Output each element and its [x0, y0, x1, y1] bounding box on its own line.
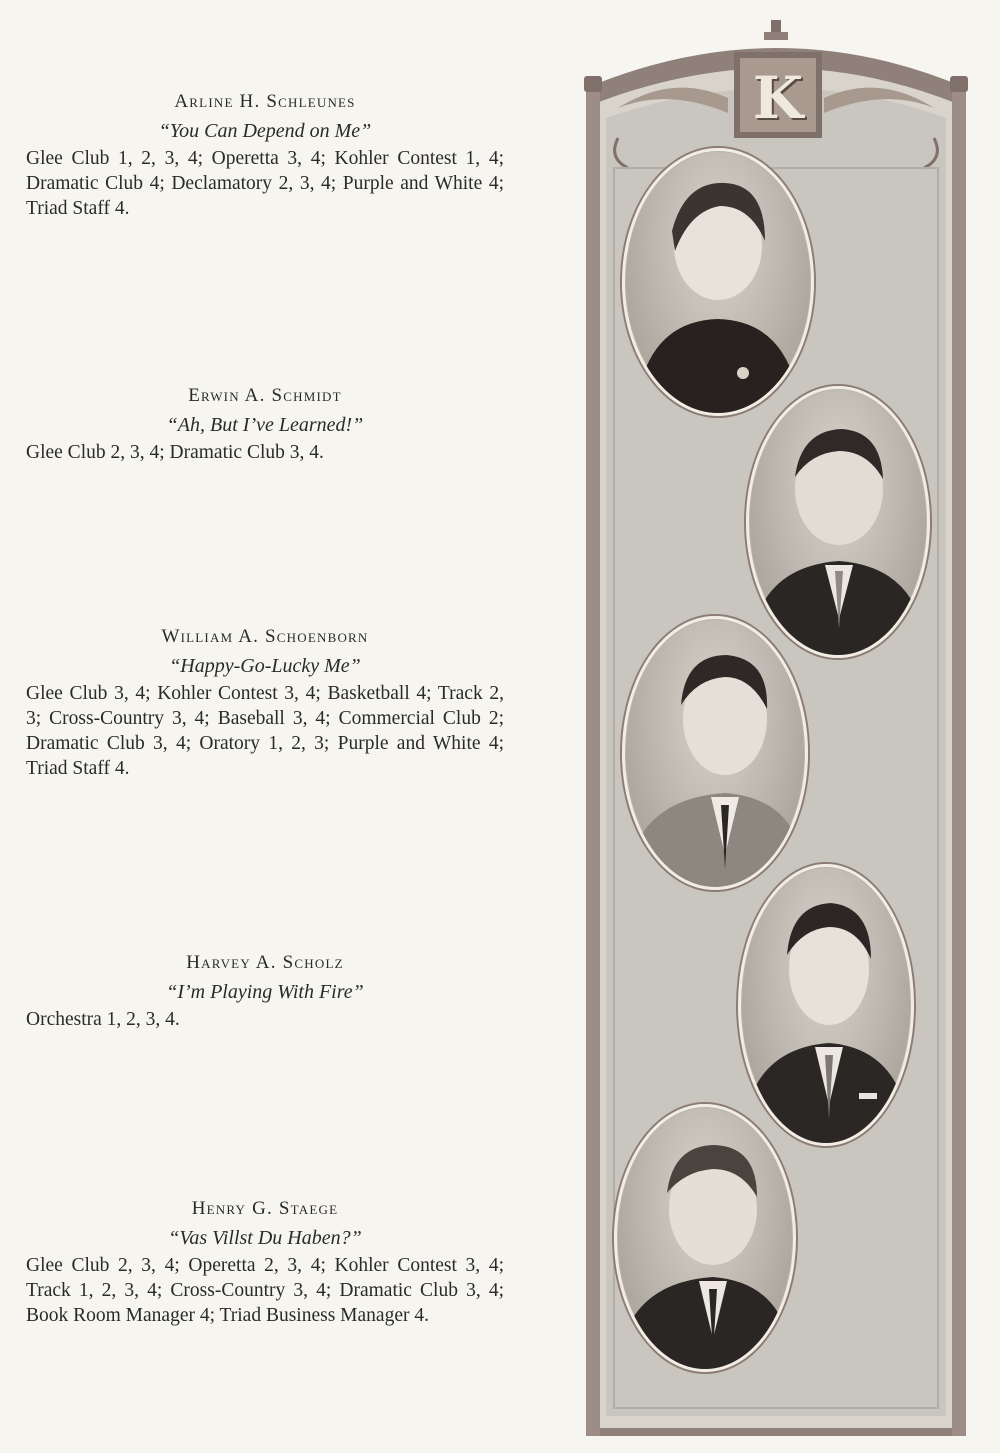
student-entry-schoenborn	[26, 625, 504, 781]
portrait-schmidt	[746, 386, 930, 658]
portrait-schoenborn	[622, 616, 808, 890]
portrait-image	[617, 1107, 793, 1369]
portrait-image	[741, 867, 911, 1143]
student-entry-scholz	[26, 951, 504, 1032]
student-name: Arline H. Schleunes	[174, 91, 356, 112]
student-activities: Glee Club 2, 3, 4; Operetta 2, 3, 4; Kohler Contest 3, 4; Track 1, 2, 3, 4; Cross-Country 3, 4; Dramatic Club 3, 4; Book Room Manager 4; Triad Business Manager 4.	[26, 1255, 504, 1326]
student-entry-schleunes	[26, 90, 504, 221]
portrait-staege	[614, 1104, 796, 1372]
student-motto: “I’m Playing With Fire”	[166, 981, 364, 1003]
student-motto: “Ah, But I’ve Learned!”	[166, 414, 364, 436]
portrait-schleunes	[622, 148, 814, 416]
k-emblem: K	[752, 64, 804, 132]
portrait-scholz	[738, 864, 914, 1146]
portrait-image	[749, 389, 927, 655]
student-name: Erwin A. Schmidt	[188, 385, 342, 406]
student-activities: Glee Club 1, 2, 3, 4; Operetta 3, 4; Kohler Contest 1, 4; Dramatic Club 4; Declamatory 2, 3, 4; Purple and White 4; Triad Staff 4.	[26, 148, 504, 219]
student-activities: Orchestra 1, 2, 3, 4.	[26, 1009, 180, 1030]
student-motto: “You Can Depend on Me”	[158, 120, 372, 142]
student-name: William A. Schoenborn	[161, 626, 369, 647]
student-activities: Glee Club 3, 4; Kohler Contest 3, 4; Basketball 4; Track 2, 3; Cross-Country 3, 4; Baseball 3, 4; Commercial Club 2; Dramatic Club 3, 4; Oratory 1, 2, 3; Purple and White 4; Triad Staff 4.	[26, 683, 504, 779]
portrait-image	[625, 619, 805, 887]
student-entry-schmidt	[26, 384, 504, 465]
student-name: Henry G. Staege	[191, 1198, 339, 1219]
portrait-panel	[578, 18, 974, 1438]
student-name: Harvey A. Scholz	[186, 952, 344, 973]
student-motto: “Happy-Go-Lucky Me”	[169, 655, 361, 677]
student-activities: Glee Club 2, 3, 4; Dramatic Club 3, 4.	[26, 442, 324, 463]
student-entry-staege	[26, 1197, 504, 1328]
portrait-image	[625, 151, 811, 413]
student-motto: “Vas Villst Du Haben?”	[168, 1227, 362, 1249]
